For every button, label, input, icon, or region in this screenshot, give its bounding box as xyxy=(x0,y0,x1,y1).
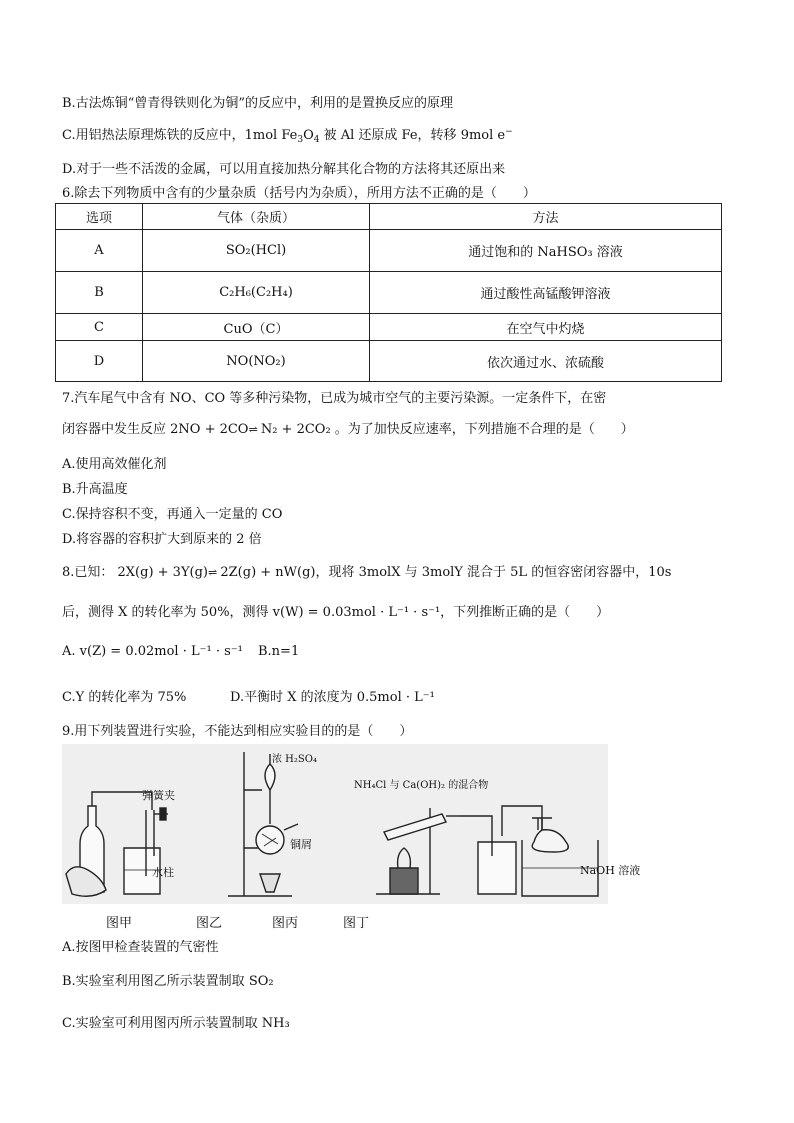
q5-option-c xyxy=(62,124,513,145)
equilibrium-arrow-icon: ⇌ xyxy=(248,423,257,436)
q8-stem-text-2: 2Z(g) + nW(g)，现将 3molX 与 3molY 混合于 5L 的恒容密闭容器中，10s xyxy=(216,565,672,580)
conc-acid-label: 浓 H₂SO₄ xyxy=(272,754,317,765)
q6-stem: 6.除去下列物质中含有的少量杂质（括号内为杂质），所用方法不正确的是（ ） xyxy=(62,186,536,201)
q5-c-text-3: 被 Al 还原成 Fe，转移 9mol e xyxy=(319,128,506,143)
water-column-label: 水柱 xyxy=(152,866,174,879)
caption-jia: 图甲 xyxy=(106,916,133,931)
cell-option: D xyxy=(56,341,143,382)
table-row xyxy=(56,341,722,382)
q8-option-c: C.Y 的转化率为 75% xyxy=(62,690,187,705)
header-method: 方法 xyxy=(370,204,722,230)
q5-c-sup: − xyxy=(505,127,513,137)
q7-option-d: D.将容器的容积扩大到原来的 2 倍 xyxy=(62,532,262,547)
header-option: 选项 xyxy=(56,204,143,230)
naoh-label: NaOH 溶液 xyxy=(580,864,641,877)
equilibrium-arrow-icon: ⇌ xyxy=(208,566,217,579)
cell-method: 通过饱和的 NaHSO₃ 溶液 xyxy=(370,230,722,272)
q8-stem-text-1: 8.已知： 2X(g) + 3Y(g) xyxy=(62,565,209,580)
q7-stem-text-2: N₂ + 2CO₂ 。为了加快反应速率，下列措施不合理的是（ ） xyxy=(256,422,634,437)
header-gas: 气体（杂质） xyxy=(143,204,370,230)
q5-c-text-1: C.用铝热法原理炼铁的反应中，1mol Fe xyxy=(62,128,298,143)
q7-option-c: C.保持容积不变，再通入一定量的 CO xyxy=(62,507,283,522)
spring-clip-label: 弹簧夹 xyxy=(142,789,175,802)
q8-stem-line2: 后，测得 X 的转化率为 50%，测得 v(W) = 0.03mol · L⁻¹ · s⁻¹，下列推断正确的是（ ） xyxy=(62,605,610,620)
q9-option-b: B.实验室利用图乙所示装置制取 SO₂ xyxy=(62,974,274,989)
cell-option: A xyxy=(56,230,143,272)
cell-method: 在空气中灼烧 xyxy=(370,314,722,341)
q9-option-c: C.实验室可利用图丙所示装置制取 NH₃ xyxy=(62,1016,290,1031)
cell-method: 依次通过水、浓硫酸 xyxy=(370,341,722,382)
table-row xyxy=(56,314,722,341)
q8-option-a: A. v(Z) = 0.02mol · L⁻¹ · s⁻¹ xyxy=(62,644,243,659)
q9-stem: 9.用下列装置进行实验，不能达到相应实验目的的是（ ） xyxy=(62,724,413,739)
q8-option-b: B.n=1 xyxy=(258,644,300,659)
table-row xyxy=(56,272,722,314)
table-header-row xyxy=(56,204,722,230)
q6-table xyxy=(55,203,722,382)
q5-c-sub-1: 3 xyxy=(297,135,304,145)
q7-stem-line2 xyxy=(62,418,634,437)
apparatus-figure xyxy=(62,744,641,904)
cell-method: 通过酸性高锰酸钾溶液 xyxy=(370,272,722,314)
cell-option: B xyxy=(56,272,143,314)
q5-c-sub-2: 4 xyxy=(313,135,320,145)
q7-stem-line1: 7.汽车尾气中含有 NO、CO 等多种污染物，已成为城市空气的主要污染源。一定条件下，在密 xyxy=(62,391,607,406)
cell-option: C xyxy=(56,314,143,341)
table-row xyxy=(56,230,722,272)
caption-yi: 图乙 xyxy=(196,916,223,931)
caption-ding: 图丁 xyxy=(343,916,370,931)
caption-bing: 图丙 xyxy=(272,916,299,931)
q7-option-b: B.升高温度 xyxy=(62,482,128,497)
copper-label: 铜屑 xyxy=(290,838,312,851)
q9-option-a: A.按图甲检查装置的气密性 xyxy=(62,940,219,955)
q7-option-a: A.使用高效催化剂 xyxy=(62,457,167,472)
q7-stem-text-1: 闭容器中发生反应 2NO + 2CO xyxy=(62,422,249,437)
q8-stem-line1 xyxy=(62,561,671,580)
q5-option-d: D.对于一些不活泼的金属，可以用直接加热分解其化合物的方法将其还原出来 xyxy=(62,162,506,177)
cell-gas: SO₂(HCl) xyxy=(143,230,370,272)
mixture-label: NH₄Cl 与 Ca(OH)₂ 的混合物 xyxy=(354,780,489,791)
q5-option-b: B.古法炼铜“曾青得铁则化为铜”的反应中，利用的是置换反应的原理 xyxy=(62,96,453,111)
q8-option-d: D.平衡时 X 的浓度为 0.5mol · L⁻¹ xyxy=(230,690,435,705)
q5-c-text-2: O xyxy=(303,128,314,143)
cell-gas: CuO（C） xyxy=(143,314,370,341)
cell-gas: C₂H₆(C₂H₄) xyxy=(143,272,370,314)
cell-gas: NO(NO₂) xyxy=(143,341,370,382)
